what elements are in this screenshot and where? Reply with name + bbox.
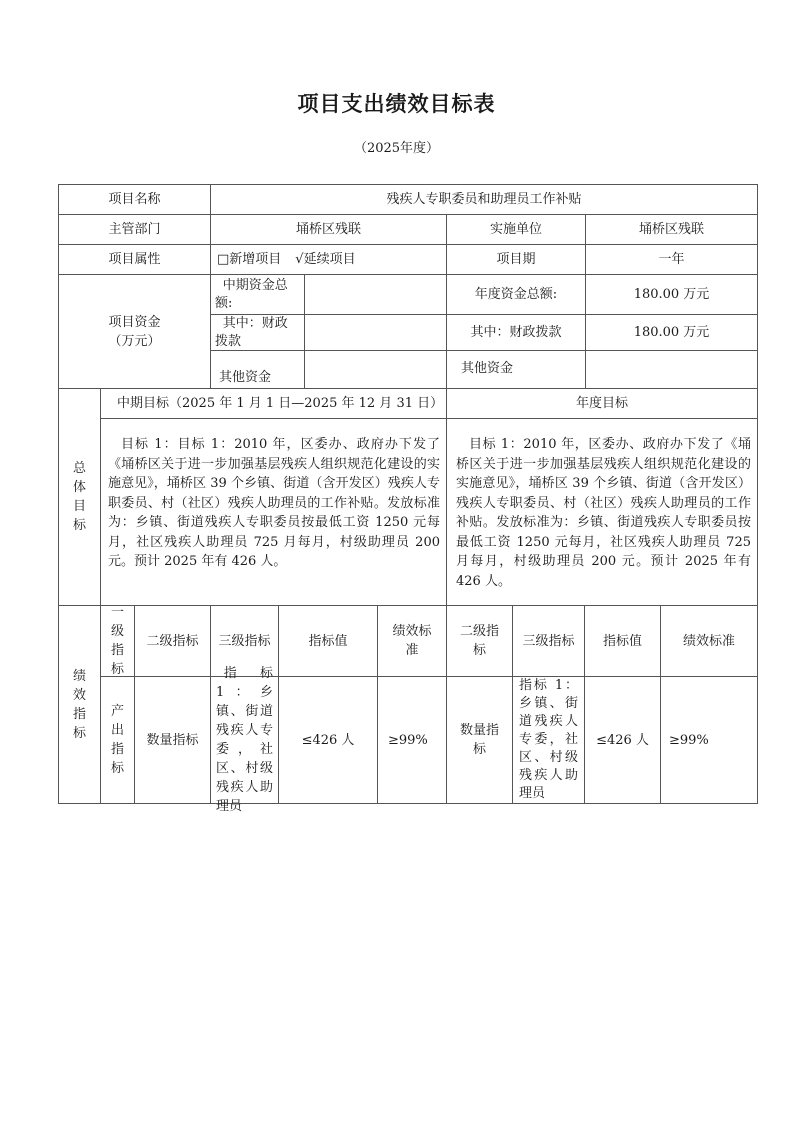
department-value: 埇桥区残联 [210,214,447,245]
midterm-fiscal-value [304,314,447,351]
annual-total-value: 180.00 万元 [585,274,758,315]
annual-goal-cell [446,418,758,606]
annual-fiscal-value: 180.00 万元 [585,314,758,351]
table-row-level1: 产出指标 [100,676,135,804]
annual-goal-header: 年度目标 [446,388,758,419]
midterm-goal-header: 中期目标（2025 年 1 月 1 日—2025 年 12 月 31 日） [100,388,447,419]
header-level3-midterm: 三级指标 [210,605,279,677]
header-standard-midterm: 绩效标准 [377,605,447,677]
project-name-label: 项目名称 [58,184,211,215]
midterm-goal-text: 目标 1：目标 1：2010 年，区委办、政府办下发了《埇桥区关于进一步加强基层残疾人组织规范化建设的实施意见》，埇桥区 39 个乡镇、街道（含开发区）残疾人专职委员、村（社区）残疾人助理员的工作补贴。发放标准为：乡镇、街道残疾人专职委员按最低工资 1250 元每月，社区残疾人助理员 725 月每月，村级助理员 200 元。预计 2025 年有 426 人。 [108,437,440,569]
page-subtitle: （2025年度） [353,141,440,156]
midterm-fiscal-label: 其中：财政拨款 [210,314,305,351]
attribute-new-checkbox[interactable]: □新增项目 [217,252,282,267]
midterm-other-value [304,350,447,389]
project-name-value: 残疾人专职委员和助理员工作补贴 [210,184,758,215]
midterm-level2: 数量指标 [134,676,211,804]
funds-label: 项目资金（万元） [58,274,211,389]
header-level3-annual: 三级指标 [512,605,585,677]
midterm-total-label: 中期资金总额: [210,274,305,315]
header-level2-midterm: 二级指标 [134,605,211,677]
implementer-label: 实施单位 [446,214,586,245]
annual-fiscal-label: 其中：财政拨款 [446,314,586,351]
period-label: 项目期 [446,244,586,275]
midterm-value: ≤426 人 [278,676,378,804]
midterm-total-value [304,274,447,315]
attribute-label: 项目属性 [58,244,211,275]
midterm-goal-cell [100,418,447,606]
annual-value: ≤426 人 [584,676,661,804]
annual-level3: 指标 1：乡镇、街道残疾人专委，社区、村级残疾人助理员 [512,676,585,804]
annual-level2: 数量指标 [446,676,513,804]
header-value-annual: 指标值 [584,605,661,677]
period-value: 一年 [585,244,758,275]
department-label: 主管部门 [58,214,211,245]
annual-other-value [585,350,758,389]
header-level1: 一级指标 [100,605,135,677]
midterm-standard: ≥99% [377,676,447,804]
header-standard-annual: 绩效标准 [660,605,758,677]
attribute-continued-checkbox[interactable]: √延续项目 [295,252,356,267]
midterm-level3: 指标 1：乡镇、街道残疾人专委，社区、村级残疾人助理员 [210,676,279,804]
midterm-other-label: 其他资金 [210,350,305,389]
annual-standard: ≥99% [660,676,758,804]
goals-label: 总体目标 [58,388,101,606]
annual-total-label: 年度资金总额: [446,274,586,315]
header-value-midterm: 指标值 [278,605,378,677]
implementer-value: 埇桥区残联 [585,214,758,245]
header-level2-annual: 二级指标 [446,605,513,677]
annual-other-label: 其他资金 [446,350,586,389]
annual-goal-text: 目标 1：2010 年，区委办、政府办下发了《埇桥区关于进一步加强基层残疾人组织规范化建设的实施意见》，埇桥区 39 个乡镇、街道（含开发区）残疾人专职委员、村（社区）残疾人助理员的工作补贴。发放标准为：乡镇、街道残疾人专职委员按最低工资 1250 元每月，社区残疾人助理员 725 月每月，村级助理员 200 元。预计 2025 年有 426 人。 [456,437,751,589]
indicators-label: 绩效指标 [58,605,101,804]
page-title: 项目支出绩效目标表 [297,92,496,116]
attribute-options [210,244,447,275]
